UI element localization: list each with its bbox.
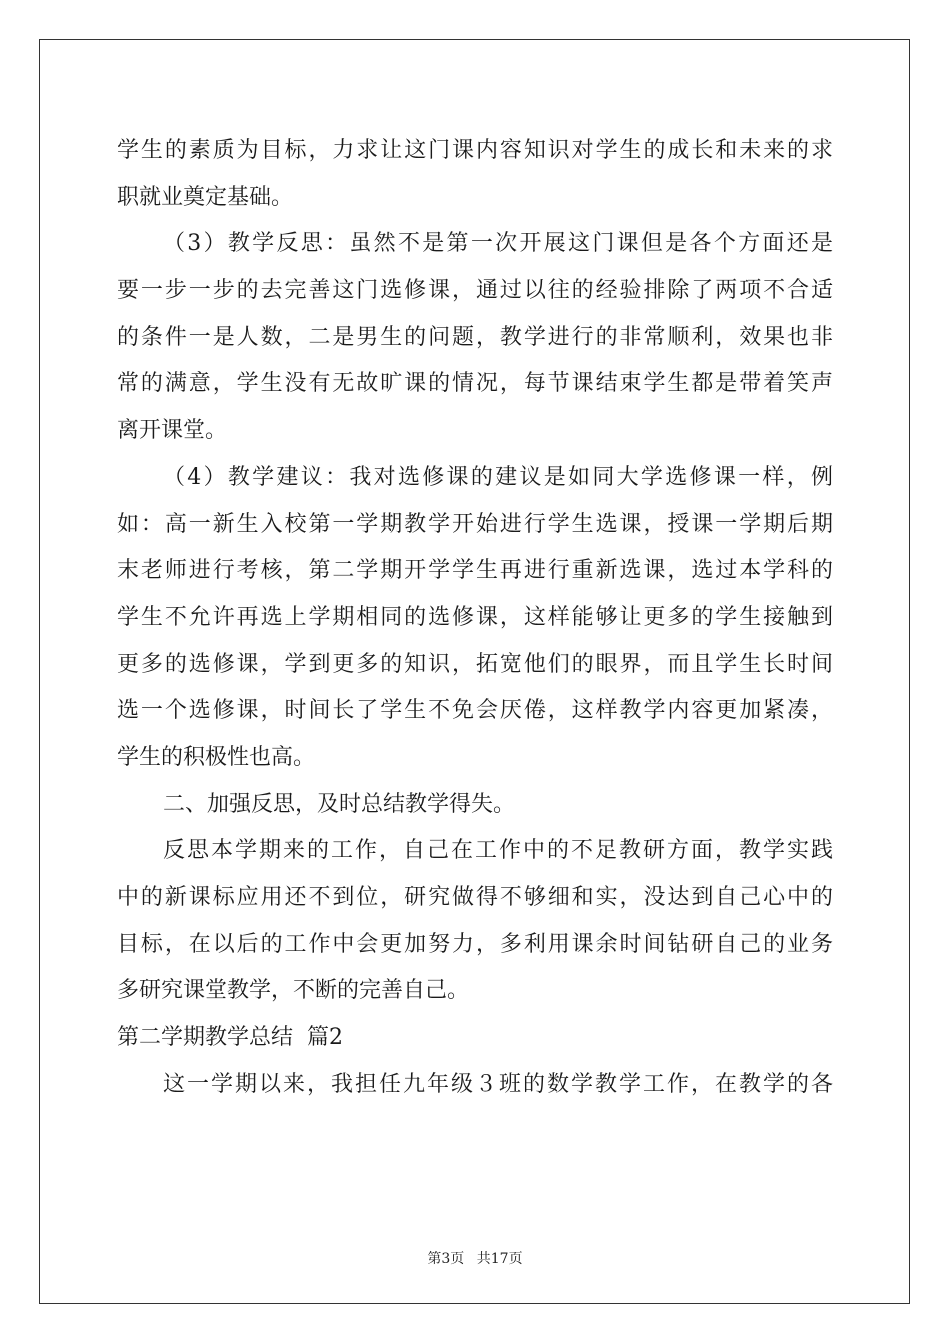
article-title: 第二学期教学总结 篇2	[117, 1025, 343, 1051]
text-line: 学生的积极性也高。	[117, 744, 316, 770]
text-line: 末老师进行考核，第二学期开学学生再进行重新选课，选过本学科的	[117, 558, 833, 584]
page-number: 第3页	[427, 1251, 465, 1267]
text-line: （4）教学建议：我对选修课的建议是如同大学选修课一样，例	[163, 464, 833, 490]
text-line: 的条件一是人数，二是男生的问题，教学进行的非常顺利，效果也非	[117, 324, 833, 350]
text-line: 选一个选修课，时间长了学生不免会厌倦，这样教学内容更加紧凑，	[117, 698, 833, 724]
section-heading: 二、加强反思，及时总结教学得失。	[163, 791, 516, 817]
text-line: 学生的素质为目标，力求让这门课内容知识对学生的成长和未来的求	[117, 138, 833, 163]
text-line: 学生不允许再选上学期相同的选修课，这样能够让更多的学生接触到	[117, 604, 833, 630]
text-line: 中的新课标应用还不到位，研究做得不够细和实，没达到自己心中的	[117, 885, 833, 910]
text-line: 如：高一新生入校第一学期教学开始进行学生选课，授课一学期后期	[117, 511, 833, 537]
text-line: 离开课堂。	[117, 418, 228, 444]
text-line: 常的满意，学生没有无故旷课的情况，每节课结束学生都是带着笑声	[117, 371, 833, 397]
text-line: 这一学期以来，我担任九年级３班的数学教学工作，在教学的各	[163, 1071, 833, 1097]
page-total: 共17页	[476, 1251, 523, 1267]
text-line: 职就业奠定基础。	[117, 184, 294, 210]
text-line: （3）教学反思：虽然不是第一次开展这门课但是各个方面还是	[163, 231, 833, 257]
page-footer	[0, 1248, 950, 1268]
document-body	[117, 128, 833, 1108]
text-line: 要一步一步的去完善这门选修课，通过以往的经验排除了两项不合适	[117, 278, 833, 304]
text-line: 目标，在以后的工作中会更加努力，多利用课余时间钻研自己的业务	[117, 931, 833, 957]
text-line: 反思本学期来的工作，自己在工作中的不足教研方面，教学实践	[163, 838, 833, 864]
text-line: 多研究课堂教学，不断的完善自己。	[117, 978, 470, 1004]
text-line: 更多的选修课，学到更多的知识，拓宽他们的眼界，而且学生长时间	[117, 651, 833, 677]
